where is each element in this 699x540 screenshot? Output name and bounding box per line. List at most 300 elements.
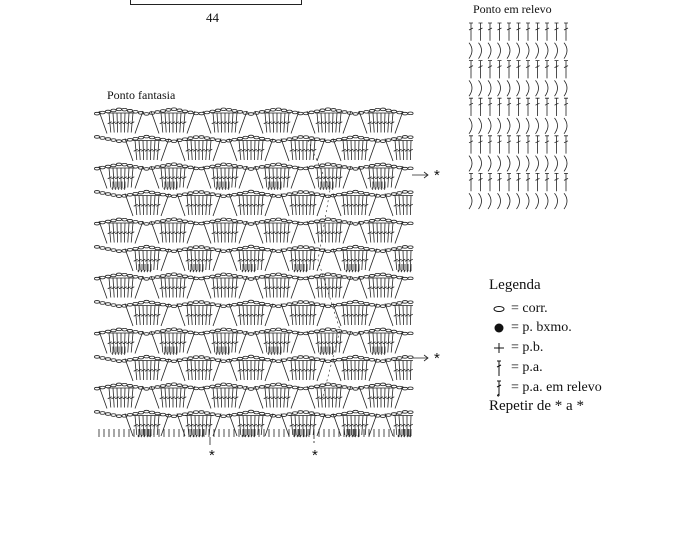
chain-mark xyxy=(375,383,380,386)
chain-mark xyxy=(402,246,407,249)
chain-mark xyxy=(199,246,204,249)
chain-mark xyxy=(221,305,226,308)
chain-mark xyxy=(391,220,396,223)
chain-mark xyxy=(309,357,314,360)
chain-mark xyxy=(160,358,165,361)
chain-mark xyxy=(281,329,286,332)
chain-mark xyxy=(111,109,116,112)
double-crochet-mark xyxy=(309,306,313,326)
double-crochet-mark xyxy=(401,141,405,161)
relief-stitch-mark xyxy=(268,182,269,190)
double-crochet-mark xyxy=(564,173,568,191)
double-crochet-mark xyxy=(179,333,183,353)
chain-mark xyxy=(133,137,138,140)
chain-mark xyxy=(276,140,281,143)
v-stitch-mark xyxy=(239,111,247,134)
chain-mark xyxy=(248,278,253,281)
chain-mark xyxy=(375,218,380,221)
double-crochet-mark xyxy=(245,306,249,326)
legend-item-relief-double-crochet xyxy=(489,379,602,397)
chain-mark xyxy=(193,356,198,359)
chain-mark xyxy=(358,136,363,139)
double-crochet-mark xyxy=(297,196,301,216)
chain-mark xyxy=(408,167,413,170)
chain-mark xyxy=(210,138,215,141)
double-crochet-mark xyxy=(479,98,483,116)
double-crochet-mark xyxy=(223,113,227,133)
chain-mark xyxy=(210,110,215,113)
double-crochet-mark xyxy=(286,113,291,133)
double-crochet-mark xyxy=(387,113,391,133)
chain-mark xyxy=(254,277,259,280)
chain-mark xyxy=(171,328,176,331)
chain-mark xyxy=(369,413,374,416)
relief-stitch-mark xyxy=(545,80,548,96)
double-crochet-mark xyxy=(231,223,235,243)
double-crochet-mark xyxy=(488,98,492,116)
chain-mark xyxy=(408,222,413,225)
chain-mark xyxy=(336,220,341,223)
double-crochet-mark xyxy=(345,361,349,381)
chain-mark xyxy=(248,190,253,193)
relief-stitch-mark xyxy=(404,264,405,272)
chain-mark xyxy=(309,221,314,224)
v-stitch-mark xyxy=(359,331,367,354)
double-crochet-mark xyxy=(156,141,161,161)
chain-mark xyxy=(287,193,292,196)
double-crochet-mark xyxy=(175,223,179,243)
relief-stitch-mark xyxy=(536,43,539,59)
chain-mark xyxy=(210,165,215,168)
relief-stitch-mark xyxy=(398,264,399,272)
slip-stitch-icon xyxy=(489,322,509,334)
chain-mark xyxy=(397,111,402,114)
chain-mark xyxy=(127,303,132,306)
chain-mark xyxy=(265,110,270,113)
chain-mark xyxy=(243,222,248,225)
chain-mark xyxy=(408,301,413,304)
v-stitch-mark xyxy=(177,249,185,272)
double-crochet-mark xyxy=(536,61,540,79)
chain-mark xyxy=(353,190,358,193)
relief-stitch-mark xyxy=(378,182,379,190)
v-stitch-mark xyxy=(317,359,325,382)
relief-stitch-mark xyxy=(245,264,246,272)
relief-stitch-mark xyxy=(479,118,482,134)
double-crochet-mark xyxy=(341,306,346,326)
v-stitch-mark xyxy=(203,221,211,244)
relief-stitch-mark xyxy=(222,347,223,355)
double-crochet-mark xyxy=(107,113,112,133)
double-crochet-mark xyxy=(293,196,297,216)
double-crochet-mark xyxy=(163,223,167,243)
chain-mark xyxy=(210,330,215,333)
chain-mark xyxy=(303,136,308,139)
double-crochet-mark xyxy=(357,196,361,216)
chain-mark xyxy=(248,245,253,248)
v-stitch-mark xyxy=(359,276,367,299)
relief-stitch-mark xyxy=(248,264,249,272)
relief-stitch-mark xyxy=(118,182,119,190)
chain-mark xyxy=(243,136,248,139)
single-crochet-icon xyxy=(489,342,509,354)
double-crochet-mark xyxy=(137,196,141,216)
chain-mark xyxy=(292,276,297,279)
chain-mark xyxy=(215,274,220,277)
chain-mark xyxy=(320,384,325,387)
chain-mark xyxy=(127,164,132,167)
v-stitch-mark xyxy=(229,414,237,437)
relief-stitch-mark xyxy=(222,182,223,190)
double-crochet-mark xyxy=(227,278,231,298)
chain-mark xyxy=(160,413,165,416)
chain-mark xyxy=(259,302,264,305)
double-crochet-mark xyxy=(289,416,294,436)
repeat-asterisk: * xyxy=(312,447,318,464)
chain-mark xyxy=(188,302,193,305)
v-stitch-mark xyxy=(307,331,315,354)
v-stitch-mark xyxy=(333,359,341,382)
double-crochet-mark xyxy=(107,333,112,353)
double-crochet-mark xyxy=(564,98,568,116)
chain-mark xyxy=(386,249,391,252)
v-stitch-mark xyxy=(343,386,351,409)
double-crochet-mark xyxy=(393,196,398,216)
double-crochet-mark xyxy=(315,223,320,243)
chain-mark xyxy=(171,163,176,166)
double-crochet-mark xyxy=(526,136,530,154)
chain-mark xyxy=(353,168,358,171)
relief-stitch-mark xyxy=(297,264,298,272)
v-stitch-mark xyxy=(395,111,403,134)
legend-text-double-crochet: = p.a. xyxy=(511,360,543,375)
chain-mark xyxy=(232,358,237,361)
legend-item-slip-stitch xyxy=(489,320,572,336)
relief-stitch-mark xyxy=(144,264,145,272)
v-stitch-mark xyxy=(177,139,185,162)
double-crochet-mark xyxy=(312,361,317,381)
double-crochet-mark xyxy=(555,23,559,41)
chain-mark xyxy=(105,275,110,278)
v-stitch-mark xyxy=(203,166,211,189)
chain-mark xyxy=(243,411,248,414)
double-crochet-mark xyxy=(401,361,405,381)
double-crochet-mark xyxy=(469,23,473,41)
v-stitch-mark xyxy=(369,414,377,437)
double-crochet-mark xyxy=(263,168,268,188)
chain-mark xyxy=(353,410,358,413)
relief-stitch-mark xyxy=(271,347,272,355)
double-crochet-mark xyxy=(338,223,343,243)
double-crochet-mark xyxy=(371,113,375,133)
chain-mark xyxy=(160,138,165,141)
double-crochet-mark xyxy=(305,361,309,381)
v-stitch-mark xyxy=(291,386,299,409)
chain-mark xyxy=(281,274,286,277)
double-crochet-mark xyxy=(555,61,559,79)
double-crochet-mark xyxy=(315,113,320,133)
double-crochet-mark xyxy=(271,113,275,133)
double-crochet-mark xyxy=(349,306,353,326)
chain-mark xyxy=(408,387,413,390)
double-crochet-mark xyxy=(231,168,235,188)
chain-mark xyxy=(347,301,352,304)
relief-stitch-mark xyxy=(479,193,482,209)
double-crochet-mark xyxy=(208,196,213,216)
relief-stitch-mark xyxy=(245,429,246,437)
relief-stitch-mark xyxy=(545,43,548,59)
v-stitch-mark xyxy=(239,386,247,409)
chain-mark xyxy=(292,247,297,250)
v-stitch-mark xyxy=(151,331,159,354)
chain-mark xyxy=(287,165,292,168)
chain-mark xyxy=(391,110,396,113)
chain-mark xyxy=(144,223,149,226)
chain-mark xyxy=(386,219,391,222)
double-crochet-mark xyxy=(387,278,391,298)
chain-mark xyxy=(248,333,253,336)
chain-mark xyxy=(292,357,297,360)
v-stitch-mark xyxy=(229,304,237,327)
double-crochet-mark xyxy=(130,168,135,188)
double-crochet-mark xyxy=(107,278,112,298)
double-crochet-mark xyxy=(205,306,209,326)
chain-mark xyxy=(171,305,176,308)
chain-mark xyxy=(226,194,231,197)
chain-mark xyxy=(232,303,237,306)
chain-mark xyxy=(369,303,374,306)
relief-stitch-mark xyxy=(536,193,539,209)
double-crochet-mark xyxy=(469,136,473,154)
double-crochet-mark xyxy=(319,113,323,133)
double-crochet-mark xyxy=(335,113,339,133)
chain-mark xyxy=(100,302,105,305)
double-crochet-mark xyxy=(564,61,568,79)
double-crochet-mark xyxy=(409,141,413,161)
chain-mark xyxy=(358,301,363,304)
double-crochet-mark xyxy=(526,61,530,79)
double-crochet-mark xyxy=(341,196,346,216)
double-crochet-mark xyxy=(371,278,375,298)
v-stitch-mark xyxy=(161,194,169,217)
v-stitch-mark xyxy=(135,276,143,299)
double-crochet-mark xyxy=(208,251,213,271)
chain-mark xyxy=(94,277,99,280)
chain-mark xyxy=(270,414,275,417)
double-crochet-mark xyxy=(488,23,492,41)
v-stitch-mark xyxy=(187,386,195,409)
chain-mark xyxy=(226,108,231,111)
chain-mark xyxy=(287,330,292,333)
v-stitch-mark xyxy=(177,194,185,217)
chain-mark xyxy=(116,195,121,198)
chain-mark xyxy=(171,250,176,253)
chain-mark xyxy=(166,109,171,112)
double-crochet-mark xyxy=(237,251,242,271)
chain-mark xyxy=(353,388,358,391)
chain-mark xyxy=(243,167,248,170)
double-crochet-mark xyxy=(345,141,349,161)
double-crochet-mark xyxy=(323,113,327,133)
double-crochet-mark xyxy=(517,136,521,154)
double-crochet-mark xyxy=(241,141,245,161)
chain-mark xyxy=(386,304,391,307)
chain-mark xyxy=(309,302,314,305)
v-stitch-mark xyxy=(359,111,367,134)
double-crochet-mark xyxy=(193,361,197,381)
chain-mark xyxy=(369,248,374,251)
chain-mark xyxy=(100,137,105,140)
relief-stitch-mark xyxy=(507,43,510,59)
chain-mark xyxy=(193,246,198,249)
chain-mark xyxy=(171,383,176,386)
chain-mark xyxy=(309,386,314,389)
chain-mark xyxy=(248,135,253,138)
chain-mark xyxy=(265,385,270,388)
chain-mark xyxy=(221,108,226,111)
v-stitch-mark xyxy=(151,166,159,189)
chain-mark xyxy=(336,110,341,113)
chain-mark xyxy=(155,137,160,140)
chain-mark xyxy=(232,138,237,141)
v-stitch-mark xyxy=(385,249,393,272)
chain-mark xyxy=(281,164,286,167)
double-crochet-mark xyxy=(545,173,549,191)
chain-mark xyxy=(144,355,149,358)
v-stitch-mark xyxy=(307,386,315,409)
chain-mark xyxy=(270,249,275,252)
double-crochet-mark xyxy=(312,141,317,161)
double-crochet-mark xyxy=(153,416,157,436)
chain-mark xyxy=(292,412,297,415)
chain-mark xyxy=(210,248,215,251)
chain-mark xyxy=(320,329,325,332)
chain-mark xyxy=(188,386,193,389)
chain-mark xyxy=(397,386,402,389)
double-crochet-mark xyxy=(349,361,353,381)
chain-mark xyxy=(171,195,176,198)
double-crochet-mark xyxy=(409,196,413,216)
double-crochet-mark xyxy=(397,361,401,381)
chain-mark xyxy=(397,192,402,195)
chain-mark xyxy=(320,109,325,112)
double-crochet-mark xyxy=(149,361,153,381)
v-stitch-mark xyxy=(281,139,289,162)
v-stitch-mark xyxy=(187,166,195,189)
chain-mark xyxy=(331,109,336,112)
chain-mark xyxy=(210,385,215,388)
double-crochet-mark xyxy=(327,223,331,243)
relief-stitch-mark xyxy=(349,264,350,272)
repeat-asterisk: * xyxy=(209,447,215,464)
double-crochet-mark xyxy=(137,361,141,381)
chain-mark xyxy=(221,195,226,198)
double-crochet-mark xyxy=(156,251,161,271)
double-crochet-mark xyxy=(364,251,369,271)
chain-mark xyxy=(287,138,292,141)
chain-mark xyxy=(182,220,187,223)
chain-mark xyxy=(199,136,204,139)
v-stitch-mark xyxy=(187,111,195,134)
double-crochet-mark xyxy=(167,388,171,408)
double-crochet-mark xyxy=(301,361,305,381)
v-stitch-mark xyxy=(203,276,211,299)
double-crochet-mark xyxy=(193,306,197,326)
v-stitch-mark xyxy=(343,166,351,189)
double-crochet-mark xyxy=(159,333,164,353)
chain-mark xyxy=(188,166,193,169)
v-stitch-mark xyxy=(255,331,263,354)
chain-mark xyxy=(336,138,341,141)
chain-mark xyxy=(204,192,209,195)
chain-mark xyxy=(364,412,369,415)
chain-mark xyxy=(292,386,297,389)
chain-mark xyxy=(182,275,187,278)
double-crochet-mark xyxy=(526,23,530,41)
double-crochet-mark xyxy=(305,141,309,161)
double-crochet-mark xyxy=(159,168,164,188)
double-crochet-mark xyxy=(234,168,239,188)
chain-mark xyxy=(155,412,160,415)
chain-mark xyxy=(144,300,149,303)
chain-mark xyxy=(177,164,182,167)
relief-stitch-mark xyxy=(352,429,353,437)
double-crochet-mark xyxy=(179,113,183,133)
chain-mark xyxy=(133,302,138,305)
chain-mark xyxy=(94,356,99,359)
chain-mark xyxy=(281,384,286,387)
chain-mark xyxy=(254,387,259,390)
chain-mark xyxy=(331,384,336,387)
chain-mark xyxy=(386,109,391,112)
chain-mark xyxy=(226,383,231,386)
chain-mark xyxy=(111,219,116,222)
double-crochet-mark xyxy=(397,306,401,326)
chain-mark xyxy=(375,163,380,166)
double-crochet-mark xyxy=(171,388,175,408)
double-crochet-mark xyxy=(367,333,372,353)
v-stitch-mark xyxy=(343,276,351,299)
chain-mark xyxy=(138,246,143,249)
chain-mark xyxy=(254,356,259,359)
v-stitch-mark xyxy=(135,221,143,244)
relief-stitch-mark xyxy=(517,193,520,209)
double-crochet-mark xyxy=(335,388,339,408)
chain-mark xyxy=(243,301,248,304)
chain-mark xyxy=(276,195,281,198)
relief-stitch-mark xyxy=(320,347,321,355)
double-crochet-mark xyxy=(315,388,320,408)
v-stitch-mark xyxy=(99,111,107,134)
chain-mark xyxy=(188,357,193,360)
double-crochet-mark xyxy=(289,306,294,326)
double-crochet-mark xyxy=(390,223,395,243)
chain-mark xyxy=(298,301,303,304)
chain-mark xyxy=(105,385,110,388)
double-crochet-mark xyxy=(357,141,361,161)
v-stitch-mark xyxy=(281,359,289,382)
chain-mark xyxy=(369,274,374,277)
double-crochet-mark xyxy=(319,388,323,408)
chain-mark xyxy=(380,218,385,221)
double-crochet-mark xyxy=(338,278,343,298)
chain-mark xyxy=(391,413,396,416)
double-crochet-mark xyxy=(257,196,261,216)
chain-mark xyxy=(391,303,396,306)
double-crochet-mark xyxy=(289,141,294,161)
chain-mark xyxy=(287,358,292,361)
double-crochet-mark xyxy=(267,278,271,298)
